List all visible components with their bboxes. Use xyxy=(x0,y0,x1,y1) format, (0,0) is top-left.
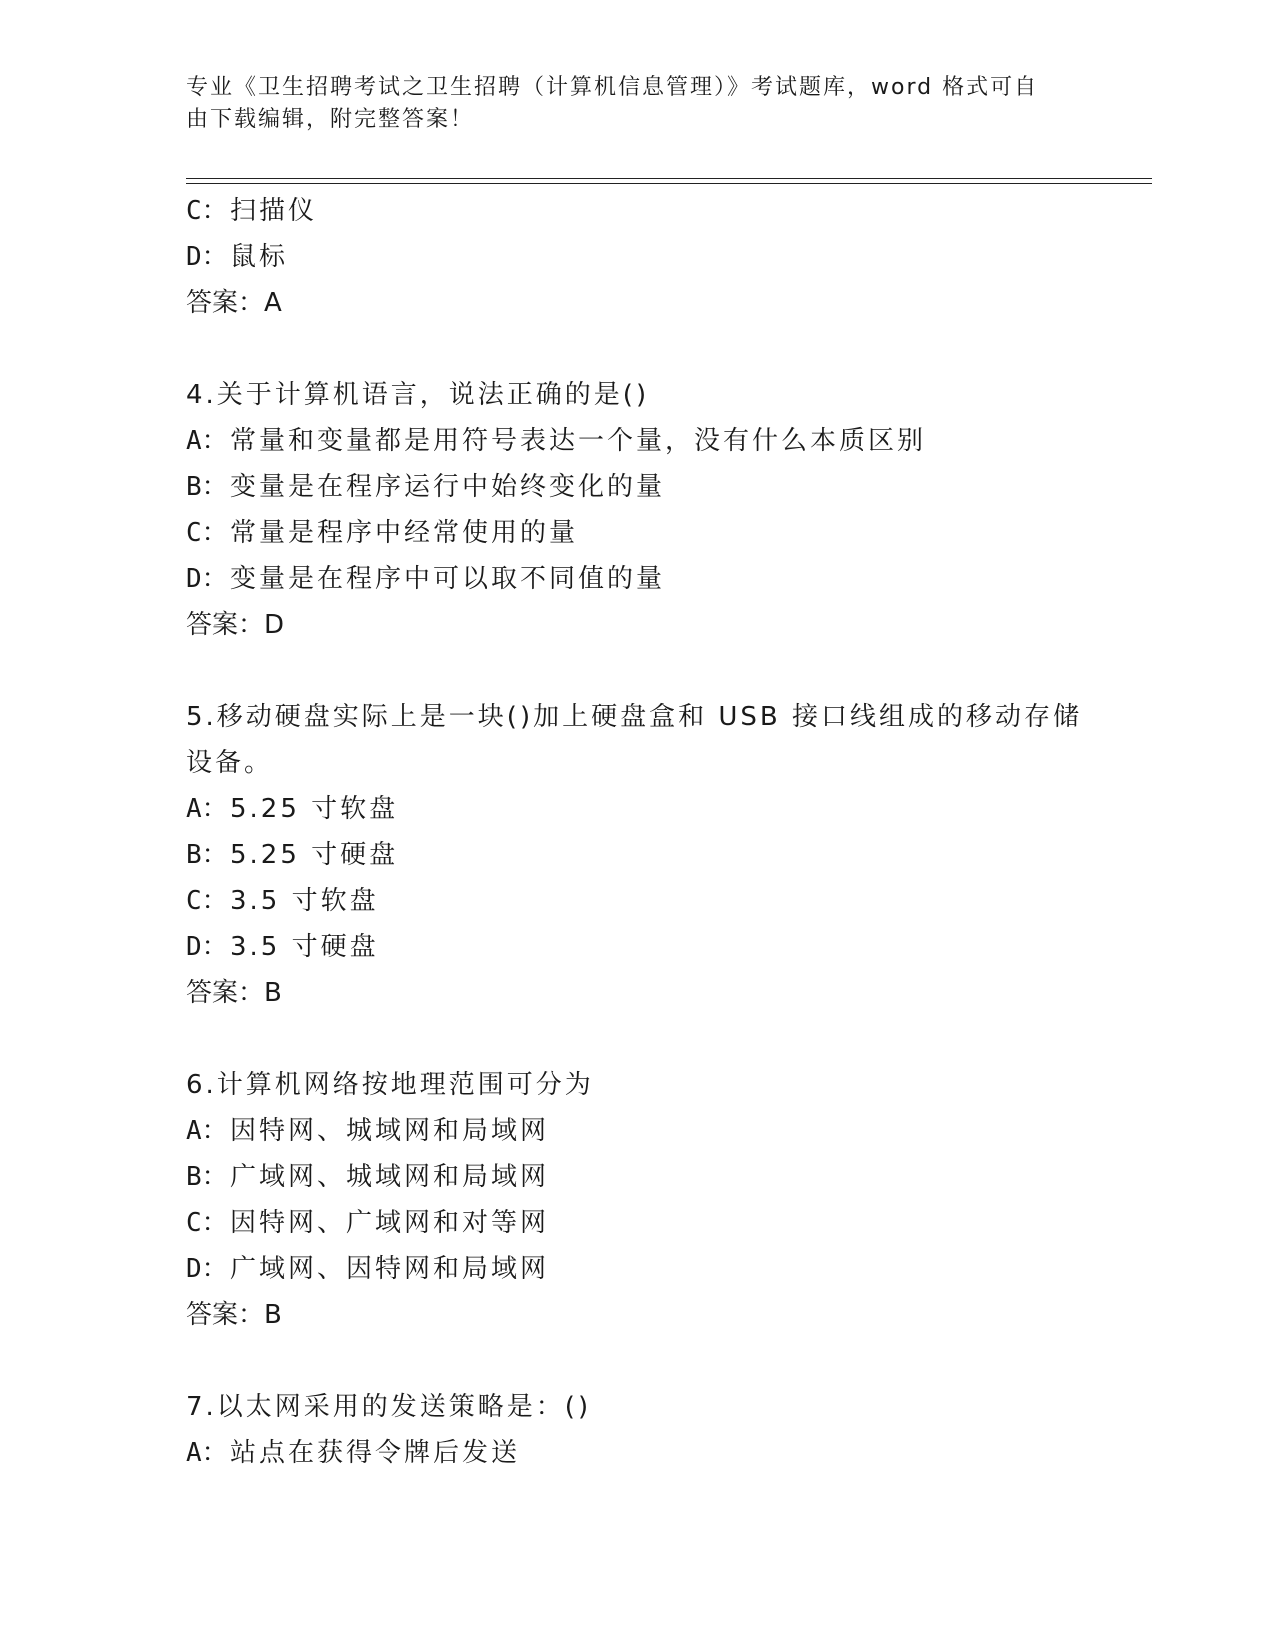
option-key: B： xyxy=(186,1162,228,1192)
answer-label: 答案： xyxy=(186,1300,265,1330)
question-block-7 xyxy=(186,1384,1152,1476)
option-key: D： xyxy=(186,1254,228,1284)
option-key: D： xyxy=(186,564,228,594)
option-key: C： xyxy=(186,518,228,548)
question-stem: 7.以太网采用的发送策略是：() xyxy=(186,1392,592,1422)
option-line xyxy=(186,510,1152,556)
option-key: D： xyxy=(186,242,228,272)
spacer xyxy=(186,648,1152,694)
option-text: 3.5 寸软盘 xyxy=(230,886,379,916)
answer-line xyxy=(186,280,1152,326)
option-text: 因特网、城域网和局域网 xyxy=(230,1116,550,1146)
option-line xyxy=(186,556,1152,602)
option-line xyxy=(186,786,1152,832)
option-line xyxy=(186,878,1152,924)
option-text: 常量和变量都是用符号表达一个量，没有什么本质区别 xyxy=(230,426,927,456)
question-stem-continued: 设备。 xyxy=(186,748,274,778)
option-text: 变量是在程序中可以取不同值的量 xyxy=(230,564,666,594)
question-stem: 5.移动硬盘实际上是一块()加上硬盘盒和 USB 接口线组成的移动存储 xyxy=(186,702,1082,732)
answer-label: 答案： xyxy=(186,610,265,640)
option-line xyxy=(186,1246,1152,1292)
option-key: A： xyxy=(186,426,228,456)
option-line xyxy=(186,1430,1152,1476)
option-text: 鼠标 xyxy=(230,242,289,272)
option-line xyxy=(186,924,1152,970)
question-block-partial xyxy=(186,188,1152,326)
answer-line xyxy=(186,1292,1152,1338)
answer-value: B xyxy=(264,1300,282,1330)
header-line-2: 由下载编辑，附完整答案！ xyxy=(186,107,475,132)
option-text: 5.25 寸硬盘 xyxy=(230,840,399,870)
option-line xyxy=(186,1154,1152,1200)
option-line xyxy=(186,1108,1152,1154)
spacer xyxy=(186,326,1152,372)
header-rule-top xyxy=(186,178,1152,179)
option-key: A： xyxy=(186,794,228,824)
answer-value: D xyxy=(264,610,285,640)
option-text: 扫描仪 xyxy=(230,196,318,226)
answer-label: 答案： xyxy=(186,978,265,1008)
option-key: B： xyxy=(186,840,228,870)
spacer xyxy=(186,1016,1152,1062)
question-stem: 6.计算机网络按地理范围可分为 xyxy=(186,1070,594,1100)
question-block-4 xyxy=(186,372,1152,648)
answer-value: B xyxy=(264,978,282,1008)
spacer xyxy=(186,1338,1152,1384)
option-text: 常量是程序中经常使用的量 xyxy=(230,518,579,548)
answer-line xyxy=(186,970,1152,1016)
option-text: 广域网、因特网和局域网 xyxy=(230,1254,550,1284)
option-key: B： xyxy=(186,472,228,502)
option-text: 变量是在程序运行中始终变化的量 xyxy=(230,472,666,502)
option-text: 3.5 寸硬盘 xyxy=(230,932,379,962)
option-line xyxy=(186,464,1152,510)
option-text: 广域网、城域网和局域网 xyxy=(230,1162,550,1192)
option-key: A： xyxy=(186,1116,228,1146)
header-line-1: 专业《卫生招聘考试之卫生招聘（计算机信息管理）》考试题库，word 格式可自 xyxy=(186,75,1039,100)
option-line xyxy=(186,832,1152,878)
option-line xyxy=(186,188,1152,234)
question-block-6 xyxy=(186,1062,1152,1338)
answer-value: A xyxy=(264,288,282,318)
document-header xyxy=(186,72,1066,136)
option-text: 站点在获得令牌后发送 xyxy=(230,1438,521,1468)
header-rule-bottom xyxy=(186,183,1152,184)
option-key: C： xyxy=(186,886,228,916)
question-stem: 4.关于计算机语言，说法正确的是() xyxy=(186,380,650,410)
question-list xyxy=(186,188,1152,1476)
option-line xyxy=(186,234,1152,280)
answer-label: 答案： xyxy=(186,288,265,318)
answer-line xyxy=(186,602,1152,648)
option-key: C： xyxy=(186,196,228,226)
question-block-5 xyxy=(186,694,1152,1016)
option-line xyxy=(186,418,1152,464)
option-line xyxy=(186,1200,1152,1246)
option-key: D： xyxy=(186,932,228,962)
option-key: C： xyxy=(186,1208,228,1238)
option-key: A： xyxy=(186,1438,228,1468)
option-text: 5.25 寸软盘 xyxy=(230,794,399,824)
option-text: 因特网、广域网和对等网 xyxy=(230,1208,550,1238)
